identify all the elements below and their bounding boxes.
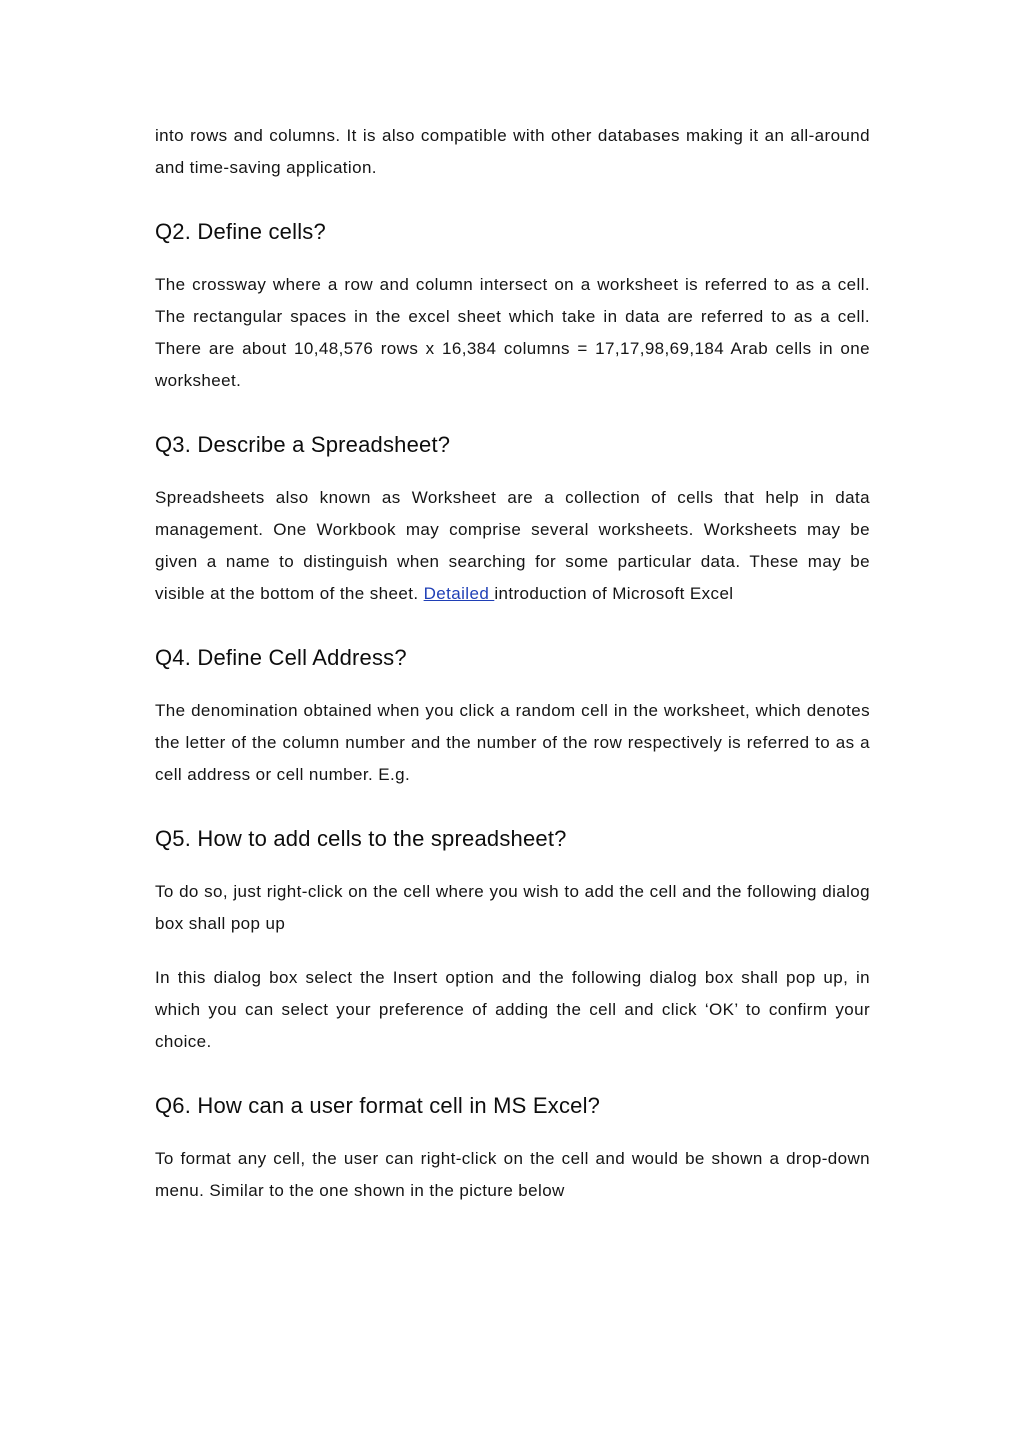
spacer	[155, 184, 870, 217]
spacer	[155, 460, 870, 482]
spacer	[155, 1058, 870, 1091]
spacer	[155, 247, 870, 269]
q4-heading: Q4. Define Cell Address?	[155, 645, 407, 670]
spacer	[155, 940, 870, 962]
spacer	[155, 854, 870, 876]
intro-paragraph: into rows and columns. It is also compatible with other databases making it an all-around and time-saving application.	[155, 126, 870, 177]
spacer	[155, 610, 870, 643]
spacer	[155, 1121, 870, 1143]
q6-paragraph: To format any cell, the user can right-click on the cell and would be shown a drop-down menu. Similar to the one shown in the picture below	[155, 1149, 870, 1200]
q5-paragraph-1: To do so, just right-click on the cell where you wish to add the cell and the following dialog box shall pop up	[155, 882, 870, 933]
q4-paragraph: The denomination obtained when you click a random cell in the worksheet, which denotes the letter of the column number and the number of the row respectively is referred to as a cell address or cell number. E.g.	[155, 701, 870, 784]
spacer	[155, 397, 870, 430]
q3-text-after-link: introduction of Microsoft Excel	[494, 584, 734, 603]
document-page	[155, 120, 870, 1207]
spacer	[155, 673, 870, 695]
detailed-link[interactable]: Detailed	[423, 584, 495, 603]
q3-paragraph	[155, 482, 870, 610]
q2-heading: Q2. Define cells?	[155, 219, 326, 244]
q3-heading: Q3. Describe a Spreadsheet?	[155, 432, 451, 457]
q5-heading: Q5. How to add cells to the spreadsheet?	[155, 826, 567, 851]
q6-heading: Q6. How can a user format cell in MS Excel?	[155, 1093, 601, 1118]
q2-paragraph: The crossway where a row and column intersect on a worksheet is referred to as a cell. The rectangular spaces in the excel sheet which take in data are referred to as a cell. There are about 10,48,576 rows x 16,384 columns = 17,17,98,69,184 Arab cells in one worksheet.	[155, 275, 870, 390]
q3-text-before-link: Spreadsheets also known as Worksheet are a collection of cells that help in data management. One Workbook may comprise several worksheets. Worksheets may be given a name to distinguish when searching for some particular data. These may be visible at the bottom of the sheet.	[155, 488, 870, 603]
q5-paragraph-2: In this dialog box select the Insert option and the following dialog box shall pop up, in which you can select your preference of adding the cell and click ‘OK’ to confirm your choice.	[155, 968, 870, 1051]
spacer	[155, 791, 870, 824]
